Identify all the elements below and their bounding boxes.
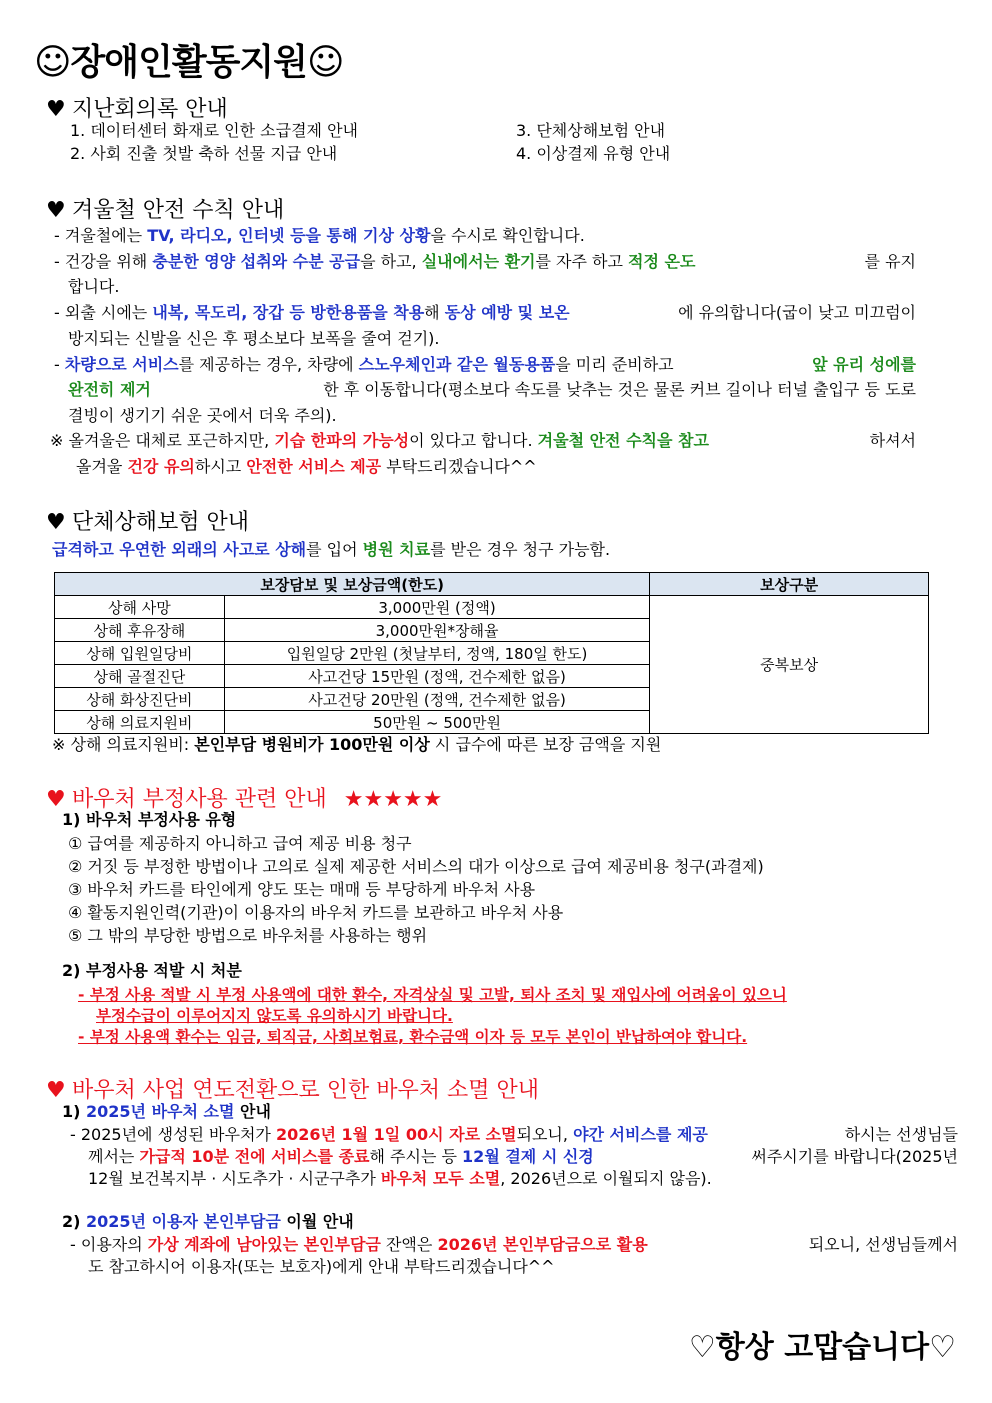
- table-cell: 입원일당 2만원 (첫날부터, 정액, 180일 한도): [224, 642, 650, 665]
- section-heading-insurance: ♥ 단체상해보험 안내: [46, 510, 250, 535]
- section-heading-meeting: ♥ 지난회의록 안내: [46, 97, 228, 122]
- section-heading-voucher: ♥ 바우처 부정사용 관련 안내 ★★★★★: [46, 787, 443, 812]
- page-title: ☺장애인활동지원☺: [34, 42, 344, 83]
- expiry-paragraph: 께서는 가급적 10분 전에 서비스를 종료해 주시는 등 12월 결제 시 신경 써주시기를 바랍니다(2025년: [88, 1147, 958, 1166]
- insurance-table: [54, 572, 929, 734]
- heart-icon: ♥: [46, 1078, 66, 1103]
- table-cell: 상해 후유장해: [55, 619, 225, 642]
- table-cell: 상해 입원일당비: [55, 642, 225, 665]
- expiry-paragraph: 도 참고하시어 이용자(또는 보호자)에게 안내 부탁드리겠습니다^^: [88, 1257, 555, 1276]
- penalty-line: - 부정 사용액 환수는 임금, 퇴직금, 사회보험료, 환수금액 이자 등 모두 본인이 반납하여야 합니다.: [78, 1028, 748, 1046]
- meeting-item: 1. 데이터센터 화재로 인한 소급결제 안내: [70, 121, 358, 140]
- winter-bullet: - 겨울철에는 TV, 라디오, 인터넷 등을 통해 기상 상황을 수시로 확인합니다.: [54, 226, 585, 245]
- table-row: [55, 596, 929, 619]
- table-cell: 상해 사망: [55, 596, 225, 619]
- winter-bullet-cont: 결빙이 생기기 쉬운 곳에서 더욱 주의).: [68, 406, 337, 425]
- winter-note-cont: 올겨울 건강 유의하시고 안전한 서비스 제공 부탁드리겠습니다^^: [76, 457, 537, 476]
- winter-bullet: - 건강을 위해 충분한 영양 섭취와 수분 공급을 하고, 실내에서는 환기를 자주 하고 적정 온도 를 유지: [54, 252, 916, 271]
- table-cell: 상해 의료지원비: [55, 711, 225, 734]
- winter-bullet-cont: 합니다.: [68, 277, 120, 296]
- insurance-note: ※ 상해 의료지원비: 본인부담 병원비가 100만원 이상 시 급수에 따른 보장 금액을 지원: [52, 735, 662, 754]
- table-cell: 상해 화상진단비: [55, 688, 225, 711]
- table-header: 보상구분: [650, 573, 929, 596]
- penalty-line: 부정수급이 이루어지지 않도록 유의하시기 바랍니다.: [96, 1007, 453, 1025]
- section-heading-winter: ♥ 겨울철 안전 수칙 안내: [46, 198, 285, 223]
- table-cell: 상해 골절진단: [55, 665, 225, 688]
- table-cell: 사고건당 20만원 (정액, 건수제한 없음): [224, 688, 650, 711]
- list-item: ① 급여를 제공하지 아니하고 급여 제공 비용 청구: [68, 834, 412, 853]
- expiry-paragraph: 12월 보건복지부 · 시도추가 · 시군구추가 바우처 모두 소멸, 2026년으로 이월되지 않음).: [88, 1169, 712, 1188]
- voucher-sub-heading: 1) 바우처 부정사용 유형: [62, 810, 237, 829]
- heart-icon: ♥: [46, 510, 66, 535]
- expiry-sub-heading: 1) 2025년 바우처 소멸 안내: [62, 1102, 271, 1121]
- heart-icon: ♥: [46, 787, 66, 812]
- voucher-sub-heading: 2) 부정사용 적발 시 처분: [62, 961, 242, 980]
- list-item: ④ 활동지원인력(기관)이 이용자의 바우처 카드를 보관하고 바우처 사용: [68, 903, 564, 922]
- winter-bullet-cont: 완전히 제거 한 후 이동합니다(평소보다 속도를 낮추는 것은 물론 커브 길이나 터널 출입구 등 도로: [68, 380, 916, 399]
- winter-note: ※ 올겨울은 대체로 포근하지만, 기습 한파의 가능성이 있다고 합니다. 겨울철 안전 수칙을 참고 하셔서: [50, 431, 916, 450]
- table-header: 보장담보 및 보상금액(한도): [55, 573, 650, 596]
- list-item: ⑤ 그 밖의 부당한 방법으로 바우처를 사용하는 행위: [68, 926, 428, 945]
- table-cell: 사고건당 15만원 (정액, 건수제한 없음): [224, 665, 650, 688]
- table-header-row: [55, 573, 929, 596]
- expiry-sub-heading: 2) 2025년 이용자 본인부담금 이월 안내: [62, 1212, 354, 1231]
- list-item: ② 거짓 등 부정한 방법이나 고의로 실제 제공한 서비스의 대가 이상으로 급여 제공비용 청구(과결제): [68, 857, 764, 876]
- stars-rating: ★★★★★: [343, 787, 443, 812]
- table-cell: 50만원 ~ 500만원: [224, 711, 650, 734]
- insurance-intro: 급격하고 우연한 외래의 사고로 상해를 입어 병원 치료를 받은 경우 청구 가능함.: [52, 540, 611, 559]
- table-cell: 3,000만원 (정액): [224, 596, 650, 619]
- expiry-paragraph: - 이용자의 가상 계좌에 남아있는 본인부담금 잔액은 2026년 본인부담금으로 활용 되오니, 선생님들께서: [70, 1235, 958, 1254]
- expiry-paragraph: - 2025년에 생성된 바우처가 2026년 1월 1일 00시 자로 소멸되오니, 야간 서비스를 제공 하시는 선생님들: [70, 1125, 958, 1144]
- meeting-item: 4. 이상결제 유형 안내: [516, 144, 671, 163]
- heart-icon: ♥: [46, 97, 66, 122]
- section-heading-expiry: ♥ 바우처 사업 연도전환으로 인한 바우처 소멸 안내: [46, 1078, 540, 1103]
- list-item: ③ 바우처 카드를 타인에게 양도 또는 매매 등 부당하게 바우처 사용: [68, 880, 536, 899]
- winter-bullet-cont: 방지되는 신발을 신은 후 평소보다 보폭을 줄여 걷기).: [68, 329, 440, 348]
- winter-bullet: - 차량으로 서비스를 제공하는 경우, 차량에 스노우체인과 같은 월동용품을 미리 준비하고 앞 유리 성에를: [54, 355, 916, 374]
- heart-icon: ♥: [46, 198, 66, 223]
- meeting-item: 3. 단체상해보험 안내: [516, 121, 666, 140]
- penalty-line: - 부정 사용 적발 시 부정 사용액에 대한 환수, 자격상실 및 고발, 퇴사 조치 및 재입사에 어려움이 있으니: [78, 986, 787, 1004]
- table-cell: 3,000만원*장해율: [224, 619, 650, 642]
- closing-message: ♡항상 고맙습니다♡: [688, 1330, 956, 1365]
- winter-bullet: - 외출 시에는 내복, 목도리, 장갑 등 방한용품을 착용해 동상 예방 및 보온 에 유의합니다(굽이 낮고 미끄럼이: [54, 303, 916, 322]
- table-cell-merged: 중복보상: [650, 596, 929, 734]
- meeting-item: 2. 사회 진출 첫발 축하 선물 지급 안내: [70, 144, 338, 163]
